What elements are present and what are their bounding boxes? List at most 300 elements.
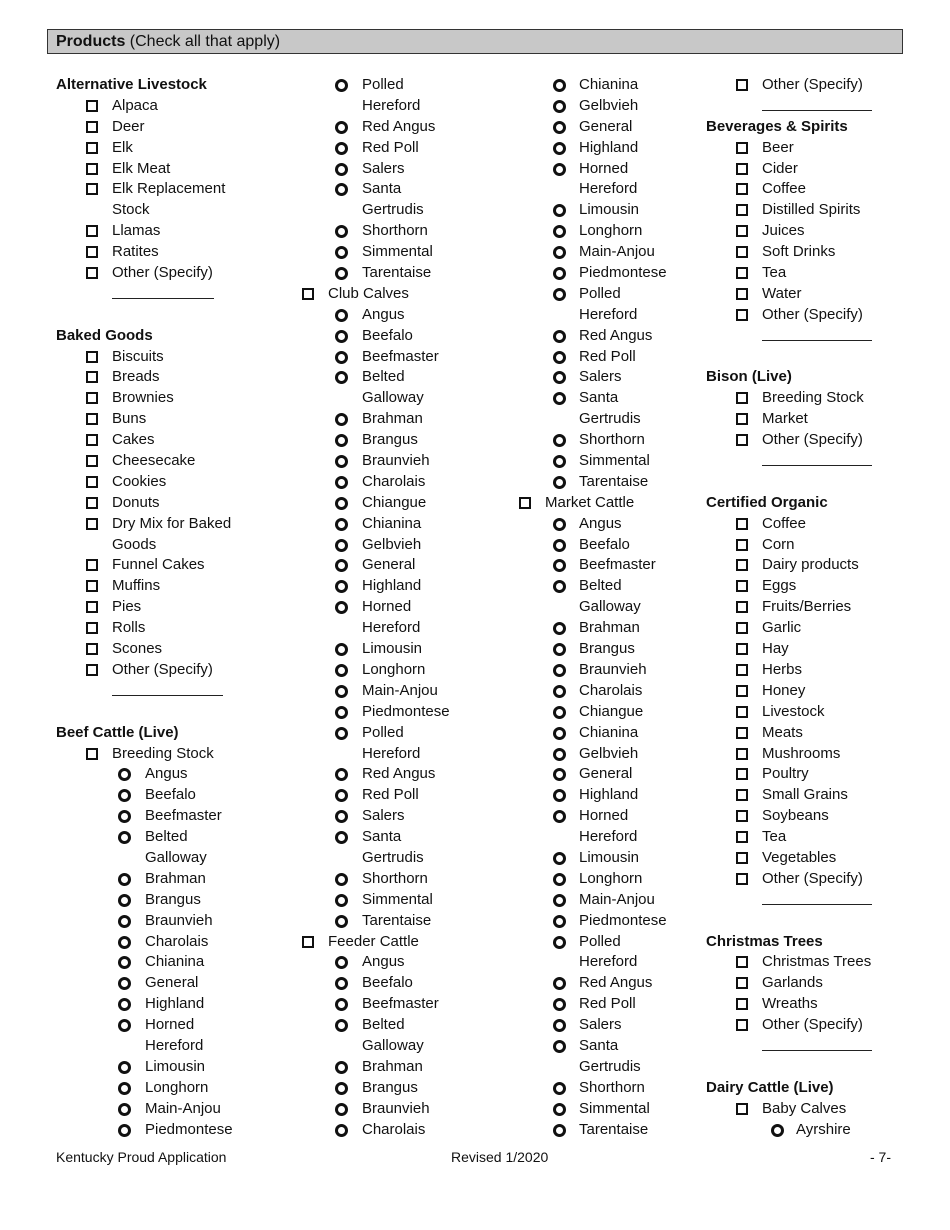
checkbox-square-icon[interactable] bbox=[736, 580, 748, 592]
checkbox-square-icon[interactable] bbox=[736, 518, 748, 530]
checkbox-option-elk[interactable] bbox=[56, 138, 286, 159]
radio-circle-icon[interactable] bbox=[553, 810, 566, 823]
checkbox-square-icon[interactable] bbox=[86, 559, 98, 571]
checkbox-square-icon[interactable] bbox=[86, 580, 98, 592]
checkbox-square-icon[interactable] bbox=[736, 706, 748, 718]
checkbox-option-fruits-berries[interactable] bbox=[706, 597, 906, 618]
checkbox-square-icon[interactable] bbox=[302, 288, 314, 300]
radio-circle-icon[interactable] bbox=[118, 1019, 131, 1032]
checkbox-square-icon[interactable] bbox=[736, 434, 748, 446]
radio-circle-icon[interactable] bbox=[335, 455, 348, 468]
radio-circle-icon[interactable] bbox=[335, 580, 348, 593]
checkbox-option-feeder-cattle[interactable] bbox=[300, 932, 515, 953]
radio-circle-icon[interactable] bbox=[335, 267, 348, 280]
checkbox-option-donuts[interactable] bbox=[56, 493, 286, 514]
radio-circle-icon[interactable] bbox=[335, 1061, 348, 1074]
checkbox-square-icon[interactable] bbox=[86, 392, 98, 404]
checkbox-option-market-cattle[interactable] bbox=[517, 493, 697, 514]
radio-circle-icon[interactable] bbox=[335, 831, 348, 844]
radio-option-limousin[interactable] bbox=[300, 639, 515, 660]
checkbox-option-wreaths[interactable] bbox=[706, 994, 906, 1015]
radio-circle-icon[interactable] bbox=[553, 685, 566, 698]
radio-option-gelbvieh[interactable] bbox=[517, 96, 697, 117]
radio-circle-icon[interactable] bbox=[335, 1103, 348, 1116]
checkbox-option-other-specify[interactable] bbox=[706, 1015, 906, 1036]
radio-option-brangus[interactable] bbox=[300, 430, 515, 451]
radio-circle-icon[interactable] bbox=[118, 810, 131, 823]
radio-option-beefmaster[interactable] bbox=[56, 806, 286, 827]
checkbox-square-icon[interactable] bbox=[736, 183, 748, 195]
checkbox-option-club-calves[interactable] bbox=[300, 284, 515, 305]
radio-option-red-poll[interactable] bbox=[517, 347, 697, 368]
specify-input-line[interactable] bbox=[762, 110, 872, 111]
checkbox-option-garlic[interactable] bbox=[706, 618, 906, 639]
checkbox-square-icon[interactable] bbox=[86, 476, 98, 488]
radio-circle-icon[interactable] bbox=[335, 915, 348, 928]
radio-circle-icon[interactable] bbox=[553, 79, 566, 92]
radio-option-polled[interactable] bbox=[517, 284, 697, 305]
specify-input-line[interactable] bbox=[762, 340, 872, 341]
checkbox-option-ratites[interactable] bbox=[56, 242, 286, 263]
radio-circle-icon[interactable] bbox=[553, 768, 566, 781]
checkbox-option-beer[interactable] bbox=[706, 138, 906, 159]
checkbox-option-small-grains[interactable] bbox=[706, 785, 906, 806]
checkbox-square-icon[interactable] bbox=[736, 413, 748, 425]
radio-circle-icon[interactable] bbox=[553, 789, 566, 802]
radio-circle-icon[interactable] bbox=[553, 204, 566, 217]
checkbox-square-icon[interactable] bbox=[86, 455, 98, 467]
checkbox-option-juices[interactable] bbox=[706, 221, 906, 242]
radio-option-belted[interactable] bbox=[300, 1015, 515, 1036]
checkbox-square-icon[interactable] bbox=[736, 977, 748, 989]
radio-option-piedmontese[interactable] bbox=[56, 1120, 286, 1141]
radio-option-chianina[interactable] bbox=[517, 75, 697, 96]
radio-circle-icon[interactable] bbox=[335, 121, 348, 134]
checkbox-square-icon[interactable] bbox=[736, 204, 748, 216]
radio-option-braunvieh[interactable] bbox=[300, 451, 515, 472]
checkbox-option-other-specify[interactable] bbox=[706, 305, 906, 326]
specify-input-line[interactable] bbox=[762, 465, 872, 466]
radio-option-red-angus[interactable] bbox=[300, 764, 515, 785]
checkbox-square-icon[interactable] bbox=[736, 685, 748, 697]
radio-option-braunvieh[interactable] bbox=[517, 660, 697, 681]
checkbox-square-icon[interactable] bbox=[86, 163, 98, 175]
checkbox-option-biscuits[interactable] bbox=[56, 347, 286, 368]
radio-circle-icon[interactable] bbox=[335, 956, 348, 969]
radio-circle-icon[interactable] bbox=[771, 1124, 784, 1137]
checkbox-square-icon[interactable] bbox=[86, 434, 98, 446]
checkbox-square-icon[interactable] bbox=[736, 601, 748, 613]
checkbox-square-icon[interactable] bbox=[86, 664, 98, 676]
checkbox-option-poultry[interactable] bbox=[706, 764, 906, 785]
radio-circle-icon[interactable] bbox=[553, 267, 566, 280]
checkbox-option-rolls[interactable] bbox=[56, 618, 286, 639]
radio-circle-icon[interactable] bbox=[335, 518, 348, 531]
checkbox-square-icon[interactable] bbox=[736, 392, 748, 404]
checkbox-square-icon[interactable] bbox=[86, 518, 98, 530]
checkbox-square-icon[interactable] bbox=[736, 309, 748, 321]
checkbox-square-icon[interactable] bbox=[86, 622, 98, 634]
radio-option-salers[interactable] bbox=[517, 367, 697, 388]
checkbox-option-hay[interactable] bbox=[706, 639, 906, 660]
radio-option-gelbvieh[interactable] bbox=[517, 744, 697, 765]
checkbox-option-water[interactable] bbox=[706, 284, 906, 305]
checkbox-square-icon[interactable] bbox=[736, 768, 748, 780]
radio-circle-icon[interactable] bbox=[335, 163, 348, 176]
checkbox-option-tea[interactable] bbox=[706, 827, 906, 848]
radio-circle-icon[interactable] bbox=[118, 915, 131, 928]
radio-option-main-anjou[interactable] bbox=[517, 242, 697, 263]
checkbox-square-icon[interactable] bbox=[736, 643, 748, 655]
checkbox-square-icon[interactable] bbox=[86, 183, 98, 195]
radio-circle-icon[interactable] bbox=[335, 789, 348, 802]
checkbox-option-livestock[interactable] bbox=[706, 702, 906, 723]
radio-option-piedmontese[interactable] bbox=[517, 263, 697, 284]
radio-option-charolais[interactable] bbox=[517, 681, 697, 702]
radio-option-main-anjou[interactable] bbox=[56, 1099, 286, 1120]
radio-circle-icon[interactable] bbox=[553, 936, 566, 949]
radio-circle-icon[interactable] bbox=[335, 559, 348, 572]
radio-circle-icon[interactable] bbox=[118, 894, 131, 907]
radio-option-red-poll[interactable] bbox=[300, 785, 515, 806]
checkbox-option-cheesecake[interactable] bbox=[56, 451, 286, 472]
checkbox-square-icon[interactable] bbox=[736, 748, 748, 760]
radio-option-belted[interactable] bbox=[300, 367, 515, 388]
checkbox-square-icon[interactable] bbox=[302, 936, 314, 948]
radio-circle-icon[interactable] bbox=[335, 351, 348, 364]
radio-circle-icon[interactable] bbox=[118, 936, 131, 949]
radio-option-santa[interactable] bbox=[300, 827, 515, 848]
checkbox-square-icon[interactable] bbox=[86, 643, 98, 655]
checkbox-option-deer[interactable] bbox=[56, 117, 286, 138]
radio-circle-icon[interactable] bbox=[118, 1082, 131, 1095]
checkbox-option-tea[interactable] bbox=[706, 263, 906, 284]
radio-circle-icon[interactable] bbox=[335, 727, 348, 740]
specify-input-line[interactable] bbox=[112, 298, 214, 299]
checkbox-option-christmas-trees[interactable] bbox=[706, 952, 906, 973]
radio-circle-icon[interactable] bbox=[335, 309, 348, 322]
radio-option-simmental[interactable] bbox=[517, 1099, 697, 1120]
radio-option-tarentaise[interactable] bbox=[300, 263, 515, 284]
radio-option-beefalo[interactable] bbox=[56, 785, 286, 806]
radio-option-beefmaster[interactable] bbox=[300, 347, 515, 368]
radio-option-braunvieh[interactable] bbox=[56, 911, 286, 932]
radio-circle-icon[interactable] bbox=[335, 873, 348, 886]
radio-option-chiangue[interactable] bbox=[517, 702, 697, 723]
radio-option-highland[interactable] bbox=[300, 576, 515, 597]
radio-option-highland[interactable] bbox=[56, 994, 286, 1015]
checkbox-square-icon[interactable] bbox=[86, 267, 98, 279]
radio-circle-icon[interactable] bbox=[553, 288, 566, 301]
radio-option-belted[interactable] bbox=[517, 576, 697, 597]
radio-option-beefalo[interactable] bbox=[517, 535, 697, 556]
radio-circle-icon[interactable] bbox=[335, 79, 348, 92]
radio-option-salers[interactable] bbox=[300, 806, 515, 827]
radio-option-angus[interactable] bbox=[300, 305, 515, 326]
radio-option-charolais[interactable] bbox=[300, 1120, 515, 1141]
radio-option-tarentaise[interactable] bbox=[517, 472, 697, 493]
radio-circle-icon[interactable] bbox=[553, 455, 566, 468]
radio-circle-icon[interactable] bbox=[553, 163, 566, 176]
checkbox-square-icon[interactable] bbox=[736, 852, 748, 864]
checkbox-square-icon[interactable] bbox=[736, 163, 748, 175]
checkbox-option-cakes[interactable] bbox=[56, 430, 286, 451]
radio-option-brahman[interactable] bbox=[517, 618, 697, 639]
radio-option-tarentaise[interactable] bbox=[300, 911, 515, 932]
radio-option-polled[interactable] bbox=[300, 75, 515, 96]
radio-circle-icon[interactable] bbox=[553, 727, 566, 740]
checkbox-option-cider[interactable] bbox=[706, 159, 906, 180]
radio-option-angus[interactable] bbox=[517, 514, 697, 535]
radio-option-brangus[interactable] bbox=[300, 1078, 515, 1099]
checkbox-option-meats[interactable] bbox=[706, 723, 906, 744]
checkbox-option-other-specify[interactable] bbox=[56, 660, 286, 681]
radio-circle-icon[interactable] bbox=[553, 852, 566, 865]
radio-option-simmental[interactable] bbox=[300, 242, 515, 263]
radio-option-brangus[interactable] bbox=[56, 890, 286, 911]
radio-circle-icon[interactable] bbox=[335, 977, 348, 990]
radio-circle-icon[interactable] bbox=[335, 998, 348, 1011]
radio-option-charolais[interactable] bbox=[56, 932, 286, 953]
checkbox-square-icon[interactable] bbox=[86, 748, 98, 760]
radio-circle-icon[interactable] bbox=[335, 685, 348, 698]
checkbox-square-icon[interactable] bbox=[86, 142, 98, 154]
checkbox-option-other-specify[interactable] bbox=[706, 75, 906, 96]
checkbox-option-other-specify[interactable] bbox=[706, 869, 906, 890]
checkbox-option-soft-drinks[interactable] bbox=[706, 242, 906, 263]
checkbox-option-breeding-stock[interactable] bbox=[706, 388, 906, 409]
radio-circle-icon[interactable] bbox=[335, 497, 348, 510]
checkbox-square-icon[interactable] bbox=[736, 225, 748, 237]
radio-circle-icon[interactable] bbox=[553, 476, 566, 489]
checkbox-square-icon[interactable] bbox=[736, 142, 748, 154]
radio-option-shorthorn[interactable] bbox=[300, 221, 515, 242]
radio-circle-icon[interactable] bbox=[553, 622, 566, 635]
radio-circle-icon[interactable] bbox=[118, 873, 131, 886]
radio-option-horned[interactable] bbox=[517, 806, 697, 827]
radio-circle-icon[interactable] bbox=[335, 225, 348, 238]
radio-circle-icon[interactable] bbox=[335, 183, 348, 196]
radio-circle-icon[interactable] bbox=[335, 434, 348, 447]
radio-option-chiangue[interactable] bbox=[300, 493, 515, 514]
radio-option-tarentaise[interactable] bbox=[517, 1120, 697, 1141]
radio-circle-icon[interactable] bbox=[553, 1124, 566, 1137]
radio-option-beefalo[interactable] bbox=[300, 326, 515, 347]
checkbox-square-icon[interactable] bbox=[86, 100, 98, 112]
radio-option-brahman[interactable] bbox=[300, 1057, 515, 1078]
checkbox-square-icon[interactable] bbox=[736, 246, 748, 258]
radio-option-red-poll[interactable] bbox=[300, 138, 515, 159]
radio-option-shorthorn[interactable] bbox=[517, 1078, 697, 1099]
radio-circle-icon[interactable] bbox=[553, 1019, 566, 1032]
radio-option-salers[interactable] bbox=[517, 1015, 697, 1036]
radio-option-horned[interactable] bbox=[56, 1015, 286, 1036]
checkbox-option-honey[interactable] bbox=[706, 681, 906, 702]
radio-circle-icon[interactable] bbox=[118, 831, 131, 844]
radio-option-santa[interactable] bbox=[300, 179, 515, 200]
checkbox-option-funnel-cakes[interactable] bbox=[56, 555, 286, 576]
radio-circle-icon[interactable] bbox=[118, 998, 131, 1011]
radio-option-brahman[interactable] bbox=[300, 409, 515, 430]
radio-circle-icon[interactable] bbox=[118, 1103, 131, 1116]
radio-option-salers[interactable] bbox=[300, 159, 515, 180]
checkbox-square-icon[interactable] bbox=[86, 371, 98, 383]
radio-circle-icon[interactable] bbox=[553, 580, 566, 593]
radio-circle-icon[interactable] bbox=[335, 330, 348, 343]
radio-circle-icon[interactable] bbox=[553, 1103, 566, 1116]
radio-option-longhorn[interactable] bbox=[517, 869, 697, 890]
radio-option-highland[interactable] bbox=[517, 138, 697, 159]
checkbox-square-icon[interactable] bbox=[736, 956, 748, 968]
radio-option-main-anjou[interactable] bbox=[517, 890, 697, 911]
radio-circle-icon[interactable] bbox=[335, 413, 348, 426]
radio-circle-icon[interactable] bbox=[335, 643, 348, 656]
checkbox-option-eggs[interactable] bbox=[706, 576, 906, 597]
radio-option-gelbvieh[interactable] bbox=[300, 535, 515, 556]
checkbox-square-icon[interactable] bbox=[736, 789, 748, 801]
radio-option-chianina[interactable] bbox=[517, 723, 697, 744]
radio-circle-icon[interactable] bbox=[335, 539, 348, 552]
checkbox-option-garlands[interactable] bbox=[706, 973, 906, 994]
specify-input-line[interactable] bbox=[762, 904, 872, 905]
checkbox-square-icon[interactable] bbox=[736, 664, 748, 676]
checkbox-square-icon[interactable] bbox=[736, 559, 748, 571]
checkbox-option-breeding-stock[interactable] bbox=[56, 744, 286, 765]
radio-circle-icon[interactable] bbox=[335, 768, 348, 781]
checkbox-option-coffee[interactable] bbox=[706, 514, 906, 535]
radio-option-piedmontese[interactable] bbox=[517, 911, 697, 932]
checkbox-square-icon[interactable] bbox=[736, 727, 748, 739]
radio-circle-icon[interactable] bbox=[335, 1082, 348, 1095]
radio-option-beefmaster[interactable] bbox=[300, 994, 515, 1015]
checkbox-square-icon[interactable] bbox=[736, 539, 748, 551]
checkbox-square-icon[interactable] bbox=[736, 288, 748, 300]
checkbox-square-icon[interactable] bbox=[736, 1019, 748, 1031]
radio-option-beefalo[interactable] bbox=[300, 973, 515, 994]
checkbox-square-icon[interactable] bbox=[86, 121, 98, 133]
radio-option-chianina[interactable] bbox=[300, 514, 515, 535]
checkbox-square-icon[interactable] bbox=[736, 1103, 748, 1115]
checkbox-square-icon[interactable] bbox=[86, 225, 98, 237]
checkbox-option-elk-meat[interactable] bbox=[56, 159, 286, 180]
checkbox-square-icon[interactable] bbox=[736, 998, 748, 1010]
radio-circle-icon[interactable] bbox=[553, 915, 566, 928]
radio-option-angus[interactable] bbox=[300, 952, 515, 973]
radio-circle-icon[interactable] bbox=[335, 1124, 348, 1137]
radio-circle-icon[interactable] bbox=[553, 539, 566, 552]
radio-option-santa[interactable] bbox=[517, 1036, 697, 1057]
radio-circle-icon[interactable] bbox=[553, 1040, 566, 1053]
checkbox-option-pies[interactable] bbox=[56, 597, 286, 618]
radio-circle-icon[interactable] bbox=[553, 1082, 566, 1095]
checkbox-square-icon[interactable] bbox=[86, 351, 98, 363]
radio-circle-icon[interactable] bbox=[335, 894, 348, 907]
checkbox-option-scones[interactable] bbox=[56, 639, 286, 660]
radio-option-polled[interactable] bbox=[517, 932, 697, 953]
radio-option-santa[interactable] bbox=[517, 388, 697, 409]
checkbox-square-icon[interactable] bbox=[86, 413, 98, 425]
checkbox-option-vegetables[interactable] bbox=[706, 848, 906, 869]
radio-circle-icon[interactable] bbox=[553, 330, 566, 343]
radio-circle-icon[interactable] bbox=[335, 371, 348, 384]
radio-circle-icon[interactable] bbox=[335, 664, 348, 677]
radio-option-angus[interactable] bbox=[56, 764, 286, 785]
checkbox-square-icon[interactable] bbox=[86, 497, 98, 509]
checkbox-square-icon[interactable] bbox=[736, 873, 748, 885]
radio-circle-icon[interactable] bbox=[118, 768, 131, 781]
radio-option-main-anjou[interactable] bbox=[300, 681, 515, 702]
radio-option-belted[interactable] bbox=[56, 827, 286, 848]
radio-option-shorthorn[interactable] bbox=[517, 430, 697, 451]
radio-circle-icon[interactable] bbox=[335, 706, 348, 719]
radio-circle-icon[interactable] bbox=[118, 789, 131, 802]
radio-option-red-angus[interactable] bbox=[517, 326, 697, 347]
checkbox-option-coffee[interactable] bbox=[706, 179, 906, 200]
checkbox-option-breads[interactable] bbox=[56, 367, 286, 388]
radio-option-horned[interactable] bbox=[517, 159, 697, 180]
radio-option-brangus[interactable] bbox=[517, 639, 697, 660]
radio-option-red-angus[interactable] bbox=[300, 117, 515, 138]
radio-option-braunvieh[interactable] bbox=[300, 1099, 515, 1120]
radio-circle-icon[interactable] bbox=[335, 142, 348, 155]
radio-option-charolais[interactable] bbox=[300, 472, 515, 493]
checkbox-option-brownies[interactable] bbox=[56, 388, 286, 409]
checkbox-option-other-specify[interactable] bbox=[706, 430, 906, 451]
radio-circle-icon[interactable] bbox=[553, 873, 566, 886]
specify-input-line[interactable] bbox=[112, 695, 223, 696]
checkbox-square-icon[interactable] bbox=[736, 831, 748, 843]
radio-option-brahman[interactable] bbox=[56, 869, 286, 890]
radio-option-limousin[interactable] bbox=[517, 848, 697, 869]
radio-option-piedmontese[interactable] bbox=[300, 702, 515, 723]
checkbox-square-icon[interactable] bbox=[86, 601, 98, 613]
radio-option-simmental[interactable] bbox=[300, 890, 515, 911]
checkbox-option-herbs[interactable] bbox=[706, 660, 906, 681]
checkbox-option-muffins[interactable] bbox=[56, 576, 286, 597]
radio-option-shorthorn[interactable] bbox=[300, 869, 515, 890]
checkbox-square-icon[interactable] bbox=[86, 246, 98, 258]
radio-circle-icon[interactable] bbox=[553, 371, 566, 384]
radio-circle-icon[interactable] bbox=[553, 225, 566, 238]
radio-circle-icon[interactable] bbox=[553, 246, 566, 259]
radio-circle-icon[interactable] bbox=[335, 810, 348, 823]
radio-circle-icon[interactable] bbox=[553, 977, 566, 990]
radio-option-horned[interactable] bbox=[300, 597, 515, 618]
checkbox-option-buns[interactable] bbox=[56, 409, 286, 430]
checkbox-option-soybeans[interactable] bbox=[706, 806, 906, 827]
checkbox-option-dairy-products[interactable] bbox=[706, 555, 906, 576]
radio-option-chianina[interactable] bbox=[56, 952, 286, 973]
radio-option-limousin[interactable] bbox=[56, 1057, 286, 1078]
checkbox-square-icon[interactable] bbox=[736, 267, 748, 279]
radio-option-general[interactable] bbox=[517, 117, 697, 138]
radio-option-red-angus[interactable] bbox=[517, 973, 697, 994]
radio-circle-icon[interactable] bbox=[335, 476, 348, 489]
checkbox-option-other-specify[interactable] bbox=[56, 263, 286, 284]
radio-circle-icon[interactable] bbox=[553, 142, 566, 155]
radio-option-ayrshire[interactable] bbox=[706, 1120, 906, 1141]
checkbox-option-llamas[interactable] bbox=[56, 221, 286, 242]
radio-circle-icon[interactable] bbox=[335, 1019, 348, 1032]
checkbox-square-icon[interactable] bbox=[736, 79, 748, 91]
checkbox-square-icon[interactable] bbox=[736, 622, 748, 634]
radio-option-highland[interactable] bbox=[517, 785, 697, 806]
radio-option-general[interactable] bbox=[517, 764, 697, 785]
radio-circle-icon[interactable] bbox=[553, 392, 566, 405]
radio-circle-icon[interactable] bbox=[553, 664, 566, 677]
radio-option-red-poll[interactable] bbox=[517, 994, 697, 1015]
radio-circle-icon[interactable] bbox=[553, 998, 566, 1011]
